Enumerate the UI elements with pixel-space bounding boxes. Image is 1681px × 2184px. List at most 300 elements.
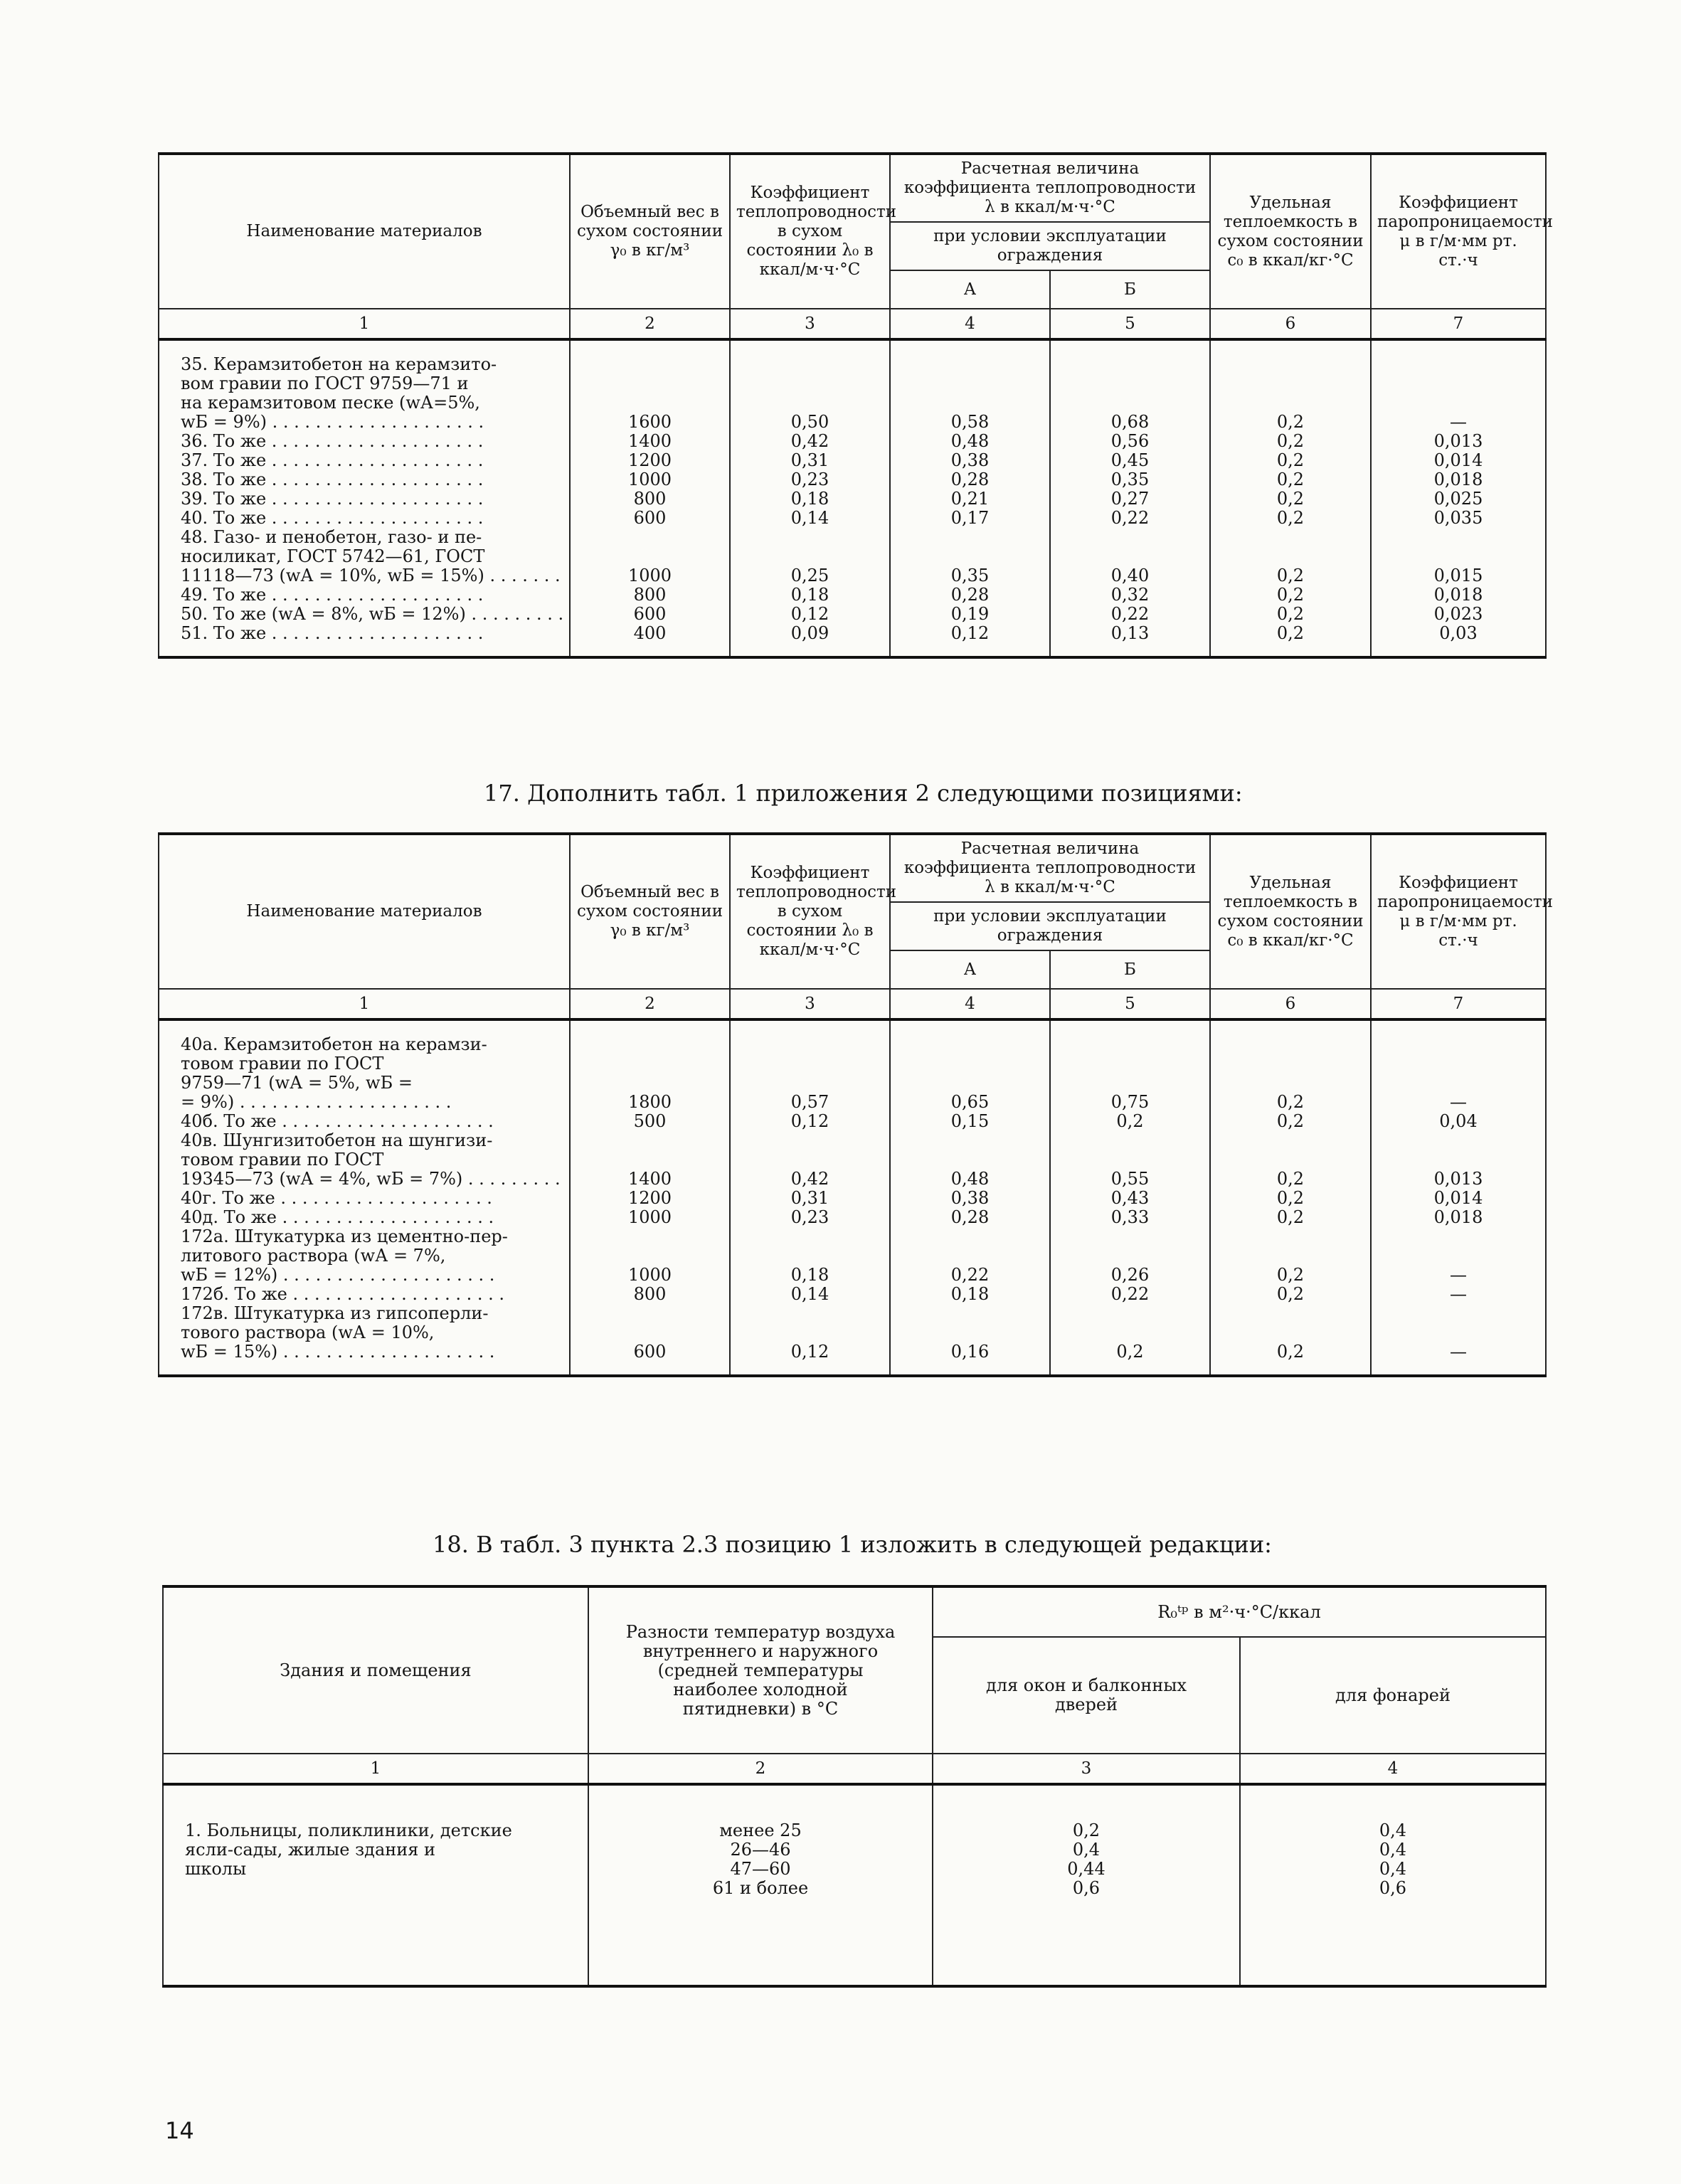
cell-value [893, 1150, 1046, 1170]
column-number: 2 [570, 309, 730, 339]
row-label: 51. То же . . . [181, 624, 565, 643]
cell-value: 1400 [627, 432, 672, 451]
column-number: 4 [890, 309, 1050, 339]
cell-value: 0,75 [1110, 1093, 1150, 1112]
header-conductivity: Коэффициент теплопроводности в сухом состоянии λ₀ в ккал/м·ч·°С [730, 834, 890, 989]
cell-value [733, 393, 886, 413]
cell-value [1054, 1035, 1207, 1054]
header-conditions: при условии эксплуатации ограждения [890, 222, 1210, 270]
cell-value [893, 393, 1046, 413]
cell-value [1054, 1323, 1207, 1342]
row-label: wБ = 12%) . . . [181, 1266, 565, 1285]
cell-value [1374, 1054, 1542, 1074]
cell-value [573, 355, 726, 374]
row-label: 9759—71 (wА = 5%, wБ = [181, 1074, 413, 1093]
cell-value [573, 1074, 726, 1093]
cell-value: 0,38 [950, 451, 990, 470]
cell-value: 0,2 [1276, 1266, 1305, 1285]
cell-value: 0,2 [1276, 585, 1305, 605]
cell-value [1214, 1074, 1367, 1093]
column-number: 4 [890, 989, 1050, 1019]
cell-value: 0,014 [1433, 1189, 1483, 1208]
cell-value: 0,013 [1433, 432, 1483, 451]
cell-value [1214, 1246, 1367, 1266]
cell-value [733, 547, 886, 566]
cell-value: 0,035 [1433, 509, 1483, 528]
cell-value [893, 1035, 1046, 1054]
conductivity-values [730, 1019, 890, 1376]
cell-value [1374, 1131, 1542, 1150]
cell-value: 0,12 [790, 605, 829, 624]
cell-value: 0,023 [1433, 605, 1483, 624]
cell-value: 0,2 [1276, 1112, 1305, 1131]
cell-value: 0,2 [1276, 624, 1305, 643]
row-label: 48. Газо- и пенобетон, газо- и пе- [181, 528, 482, 547]
column-number: 1 [163, 1754, 588, 1784]
cell-value: 0,42 [790, 432, 829, 451]
cell-value [1214, 1150, 1367, 1170]
header-vapor-permeability: Коэффициент паропроницаемости μ в г/м·мм рт. ст.·ч [1371, 154, 1546, 309]
row-label: 11118—73 (wА = 10%, wБ = 15%) . . . [181, 566, 565, 585]
cell-value: 0,48 [950, 1170, 990, 1189]
cell-value: 0,22 [1110, 1285, 1150, 1304]
cell-value: 0,56 [1110, 432, 1150, 451]
heat-capacity-values [1210, 1019, 1371, 1376]
cell-value: 0,14 [790, 509, 829, 528]
cell-value: 0,4 [1379, 1840, 1407, 1860]
header-heat-capacity: Удельная теплоемкость в сухом состоянии c₀ в ккал/кг·°С [1210, 834, 1371, 989]
cell-value [573, 1246, 726, 1266]
cell-value: 1000 [627, 470, 672, 489]
cell-value [1214, 1323, 1367, 1342]
vapor-values [1371, 339, 1546, 657]
header-design-conductivity: Расчетная величина коэффициента теплопроводности λ в ккал/м·ч·°С [890, 154, 1210, 222]
cell-value: 1200 [627, 1189, 672, 1208]
row-label: 40а. Керамзитобетон на керамзи- [181, 1035, 487, 1054]
cell-value [893, 1246, 1046, 1266]
cell-value [1374, 1304, 1542, 1323]
cell-value: 0,27 [1110, 489, 1150, 509]
cell-value: 0,2 [1276, 1189, 1305, 1208]
cell-value [893, 1074, 1046, 1093]
cell-value: 0,44 [1067, 1860, 1105, 1879]
cell-value [1054, 355, 1207, 374]
cell-value [733, 374, 886, 393]
row-label: 50. То же (wА = 8%, wБ = 12%) . . . [181, 605, 565, 624]
cell-value [893, 1227, 1046, 1246]
cell-value: 0,4 [1379, 1821, 1407, 1840]
cell-value: 0,22 [1110, 605, 1150, 624]
cell-value: 0,2 [1276, 1208, 1305, 1227]
cell-value: 0,14 [790, 1285, 829, 1304]
table-materials-1 [158, 152, 1553, 659]
header-skylights: для фонарей [1240, 1637, 1546, 1754]
cell-value: 1000 [627, 566, 672, 585]
cell-value: 600 [633, 1342, 667, 1362]
cell-value [893, 1323, 1046, 1342]
cell-value: 0,23 [790, 1208, 829, 1227]
column-number: 3 [730, 989, 890, 1019]
cell-value [573, 1054, 726, 1074]
cell-value [1214, 1227, 1367, 1246]
cell-value [893, 547, 1046, 566]
cell-value: 0,4 [1379, 1860, 1407, 1879]
cell-value: 0,013 [1433, 1170, 1483, 1189]
design-a-values [890, 339, 1050, 657]
cell-value [733, 1131, 886, 1150]
cell-value: 0,21 [950, 489, 990, 509]
cell-value: 0,015 [1433, 566, 1483, 585]
row-label: wБ = 9%) . . . [181, 413, 565, 432]
cell-value: — [1450, 1266, 1467, 1285]
table-resistance [162, 1585, 1547, 1988]
cell-value [733, 1246, 886, 1266]
cell-value: 0,2 [1116, 1112, 1144, 1131]
cell-value: 0,68 [1110, 413, 1150, 432]
cell-value [1214, 393, 1367, 413]
cell-value: 0,33 [1110, 1208, 1150, 1227]
cell-value: 0,19 [950, 605, 990, 624]
cell-value: 600 [633, 509, 667, 528]
cell-value: 0,2 [1276, 470, 1305, 489]
cell-value: 0,2 [1276, 1285, 1305, 1304]
density-values [570, 1019, 730, 1376]
cell-value [893, 1304, 1046, 1323]
cell-value [573, 1150, 726, 1170]
row-label: wБ = 15%) . . . [181, 1342, 565, 1362]
design-b-values [1050, 1019, 1210, 1376]
cell-value [1054, 393, 1207, 413]
design-b-values [1050, 339, 1210, 657]
row-label: 36. То же . . . [181, 432, 565, 451]
cell-value: 0,18 [790, 489, 829, 509]
cell-value [573, 393, 726, 413]
cell-value: 1600 [627, 413, 672, 432]
cell-value: 0,09 [790, 624, 829, 643]
header-col-b: Б [1050, 950, 1210, 989]
header-vapor-permeability: Коэффициент паропроницаемости μ в г/м·мм рт. ст.·ч [1371, 834, 1546, 989]
cell-value: 0,18 [950, 1285, 990, 1304]
header-conditions: при условии эксплуатации ограждения [890, 902, 1210, 950]
cell-value [893, 528, 1046, 547]
cell-value [1374, 1150, 1542, 1170]
cell-value: 0,2 [1276, 1342, 1305, 1362]
cell-value [733, 1054, 886, 1074]
header-temp-diff: Разности температур воздуха внутреннего и наружного (средней температуры наиболее холодной пятидневки) в °С [588, 1586, 933, 1754]
cell-value: 0,6 [1379, 1879, 1407, 1898]
row-label: 40г. То же . . . [181, 1189, 565, 1208]
cell-value: — [1450, 1285, 1467, 1304]
row-label: 39. То же . . . [181, 489, 565, 509]
row-label [185, 1879, 583, 1898]
cell-value: 0,2 [1276, 1093, 1305, 1112]
header-name: Наименование материалов [159, 154, 570, 309]
cell-value [1374, 393, 1542, 413]
cell-value: 0,2 [1116, 1342, 1144, 1362]
cell-value [1214, 1054, 1367, 1074]
cell-value [733, 1323, 886, 1342]
column-number: 5 [1050, 989, 1210, 1019]
column-number: 6 [1210, 309, 1371, 339]
caption-item-17: 17. Дополнить табл. 1 приложения 2 следующими позициями: [484, 780, 1243, 807]
cell-value [573, 1304, 726, 1323]
temp-diff-values [588, 1784, 933, 1986]
cell-value [573, 1131, 726, 1150]
density-values [570, 339, 730, 657]
cell-value: 0,48 [950, 432, 990, 451]
cell-value: 0,13 [1110, 624, 1150, 643]
column-number: 3 [730, 309, 890, 339]
row-label: 49. То же . . . [181, 585, 565, 605]
row-label: носиликат, ГОСТ 5742—61, ГОСТ [181, 547, 485, 566]
cell-value: 0,12 [950, 624, 990, 643]
cell-value [1374, 1246, 1542, 1266]
cell-value: 0,014 [1433, 451, 1483, 470]
column-number: 5 [1050, 309, 1210, 339]
cell-value: 800 [633, 489, 667, 509]
header-col-a: А [890, 270, 1050, 309]
cell-value: — [1450, 413, 1467, 432]
cell-value: 1000 [627, 1266, 672, 1285]
cell-value: 0,28 [950, 1208, 990, 1227]
header-conductivity: Коэффициент теплопроводности в сухом состоянии λ₀ в ккал/м·ч·°С [730, 154, 890, 309]
cell-value: 0,12 [790, 1112, 829, 1131]
header-r0: R₀ᵗᵖ в м²·ч·°С/ккал [933, 1586, 1546, 1637]
cell-value: 0,17 [950, 509, 990, 528]
vapor-values [1371, 1019, 1546, 1376]
cell-value: 0,16 [950, 1342, 990, 1362]
cell-value [733, 1304, 886, 1323]
cell-value: 0,28 [950, 470, 990, 489]
cell-value [1374, 1323, 1542, 1342]
row-label: товом гравии по ГОСТ [181, 1054, 384, 1074]
row-label: 40в. Шунгизитобетон на шунгизи- [181, 1131, 493, 1150]
material-names [159, 339, 570, 657]
cell-value: 500 [633, 1112, 667, 1131]
cell-value: 0,28 [950, 585, 990, 605]
cell-value: 0,22 [1110, 509, 1150, 528]
cell-value: 0,018 [1433, 470, 1483, 489]
cell-value: 400 [633, 624, 667, 643]
cell-value: 1400 [627, 1170, 672, 1189]
cell-value: 0,23 [790, 470, 829, 489]
cell-value: 600 [633, 605, 667, 624]
cell-value: 0,6 [1072, 1879, 1101, 1898]
cell-value: 0,57 [790, 1093, 829, 1112]
cell-value [573, 547, 726, 566]
row-label: ясли-сады, жилые здания и [185, 1840, 436, 1860]
cell-value [733, 1035, 886, 1054]
cell-value: — [1450, 1093, 1467, 1112]
cell-value [1374, 547, 1542, 566]
cell-value [1374, 528, 1542, 547]
cell-value: 0,18 [790, 585, 829, 605]
cell-value: 0,2 [1276, 432, 1305, 451]
header-building: Здания и помещения [163, 1586, 588, 1754]
cell-value [1214, 355, 1367, 374]
cell-value [1054, 1150, 1207, 1170]
row-label: тового раствора (wА = 10%, [181, 1323, 435, 1342]
cell-value [733, 1150, 886, 1170]
row-label: 37. То же . . . [181, 451, 565, 470]
header-design-conductivity: Расчетная величина коэффициента теплопроводности λ в ккал/м·ч·°С [890, 834, 1210, 902]
cell-value: 0,03 [1439, 624, 1478, 643]
row-label: 172в. Штукатурка из гипсоперли- [181, 1304, 489, 1323]
cell-value: — [1450, 1342, 1467, 1362]
cell-value: 0,2 [1072, 1821, 1101, 1840]
cell-value: 0,31 [790, 1189, 829, 1208]
cell-value: 26—46 [730, 1840, 791, 1860]
cell-value [1054, 547, 1207, 566]
header-density: Объемный вес в сухом состоянии γ₀ в кг/м³ [570, 154, 730, 309]
cell-value [573, 1035, 726, 1054]
row-label: товом гравии по ГОСТ [181, 1150, 384, 1170]
cell-value [573, 528, 726, 547]
cell-value [1054, 1054, 1207, 1074]
cell-value [573, 1323, 726, 1342]
row-label: 1. Больницы, поликлиники, детские [185, 1821, 512, 1840]
row-label: на керамзитовом песке (wА=5%, [181, 393, 480, 413]
windows-values [933, 1784, 1240, 1986]
heat-capacity-values [1210, 339, 1371, 657]
building-names [163, 1784, 588, 1986]
caption-item-18: 18. В табл. 3 пункта 2.3 позицию 1 изложить в следующей редакции: [433, 1531, 1272, 1558]
column-number: 3 [933, 1754, 1240, 1784]
cell-value: 0,2 [1276, 1170, 1305, 1189]
cell-value: 0,45 [1110, 451, 1150, 470]
cell-value [893, 1131, 1046, 1150]
cell-value [1054, 528, 1207, 547]
cell-value: 61 и более [712, 1879, 809, 1898]
cell-value: 0,2 [1276, 509, 1305, 528]
cell-value: 0,31 [790, 451, 829, 470]
cell-value: 0,15 [950, 1112, 990, 1131]
cell-value: 0,22 [950, 1266, 990, 1285]
cell-value: 1000 [627, 1208, 672, 1227]
header-name: Наименование материалов [159, 834, 570, 989]
column-number: 4 [1240, 1754, 1546, 1784]
cell-value: 0,2 [1276, 489, 1305, 509]
header-col-b: Б [1050, 270, 1210, 309]
cell-value [1214, 528, 1367, 547]
cell-value [1374, 1227, 1542, 1246]
cell-value: 0,4 [1072, 1840, 1101, 1860]
material-names [159, 1019, 570, 1376]
cell-value [1054, 1074, 1207, 1093]
cell-value [1374, 1035, 1542, 1054]
header-density: Объемный вес в сухом состоянии γ₀ в кг/м³ [570, 834, 730, 989]
row-label: школы [185, 1860, 247, 1879]
cell-value: 0,40 [1110, 566, 1150, 585]
cell-value [893, 374, 1046, 393]
cell-value: 0,26 [1110, 1266, 1150, 1285]
row-label: 35. Керамзитобетон на керамзито- [181, 355, 497, 374]
cell-value [1054, 1304, 1207, 1323]
cell-value [733, 528, 886, 547]
cell-value [1054, 1246, 1207, 1266]
cell-value: 0,2 [1276, 451, 1305, 470]
page-number: 14 [165, 2117, 194, 2144]
cell-value [1054, 1131, 1207, 1150]
cell-value [1374, 374, 1542, 393]
cell-value: 0,58 [950, 413, 990, 432]
cell-value [893, 1054, 1046, 1074]
cell-value: 0,25 [790, 566, 829, 585]
cell-value: 0,43 [1110, 1189, 1150, 1208]
skylights-values [1240, 1784, 1546, 1986]
cell-value: 800 [633, 585, 667, 605]
cell-value: 0,2 [1276, 413, 1305, 432]
cell-value: 0,32 [1110, 585, 1150, 605]
cell-value: 0,35 [1110, 470, 1150, 489]
cell-value: 0,55 [1110, 1170, 1150, 1189]
cell-value [1374, 1074, 1542, 1093]
cell-value: 0,35 [950, 566, 990, 585]
row-label: вом гравии по ГОСТ 9759—71 и [181, 374, 469, 393]
cell-value [1054, 374, 1207, 393]
column-number: 2 [588, 1754, 933, 1784]
cell-value [733, 355, 886, 374]
cell-value [733, 1074, 886, 1093]
table-materials-2 [158, 832, 1553, 1377]
cell-value [1054, 1227, 1207, 1246]
row-label: 38. То же . . . [181, 470, 565, 489]
row-label: литового раствора (wА = 7%, [181, 1246, 446, 1266]
column-number: 6 [1210, 989, 1371, 1019]
cell-value: 47—60 [730, 1860, 791, 1879]
cell-value: 1200 [627, 451, 672, 470]
cell-value [1214, 1035, 1367, 1054]
cell-value: менее 25 [719, 1821, 802, 1840]
cell-value [733, 1227, 886, 1246]
cell-value [573, 374, 726, 393]
column-number: 1 [159, 309, 570, 339]
column-number: 7 [1371, 989, 1546, 1019]
cell-value: 800 [633, 1285, 667, 1304]
cell-value: 0,12 [790, 1342, 829, 1362]
column-number: 1 [159, 989, 570, 1019]
row-label: 172б. То же . . . [181, 1285, 565, 1304]
column-number: 7 [1371, 309, 1546, 339]
cell-value: 0,50 [790, 413, 829, 432]
row-label: 172а. Штукатурка из цементно-пер- [181, 1227, 508, 1246]
cell-value [573, 1227, 726, 1246]
column-number: 2 [570, 989, 730, 1019]
row-label: 40д. То же . . . [181, 1208, 565, 1227]
cell-value [1214, 374, 1367, 393]
header-heat-capacity: Удельная теплоемкость в сухом состоянии c₀ в ккал/кг·°С [1210, 154, 1371, 309]
row-label: = 9%) . . . [181, 1093, 565, 1112]
cell-value: 0,38 [950, 1189, 990, 1208]
cell-value [893, 355, 1046, 374]
header-col-a: А [890, 950, 1050, 989]
cell-value: 0,018 [1433, 1208, 1483, 1227]
cell-value [1214, 1304, 1367, 1323]
cell-value: 0,2 [1276, 566, 1305, 585]
cell-value: 0,018 [1433, 585, 1483, 605]
cell-value: 1800 [627, 1093, 672, 1112]
cell-value: 0,65 [950, 1093, 990, 1112]
cell-value [1214, 547, 1367, 566]
cell-value: 0,04 [1439, 1112, 1478, 1131]
cell-value: 0,025 [1433, 489, 1483, 509]
header-windows: для окон и балконных дверей [933, 1637, 1240, 1754]
row-label: 40. То же . . . [181, 509, 565, 528]
cell-value: 0,2 [1276, 605, 1305, 624]
cell-value: 0,18 [790, 1266, 829, 1285]
cell-value: 0,42 [790, 1170, 829, 1189]
cell-value [1214, 1131, 1367, 1150]
